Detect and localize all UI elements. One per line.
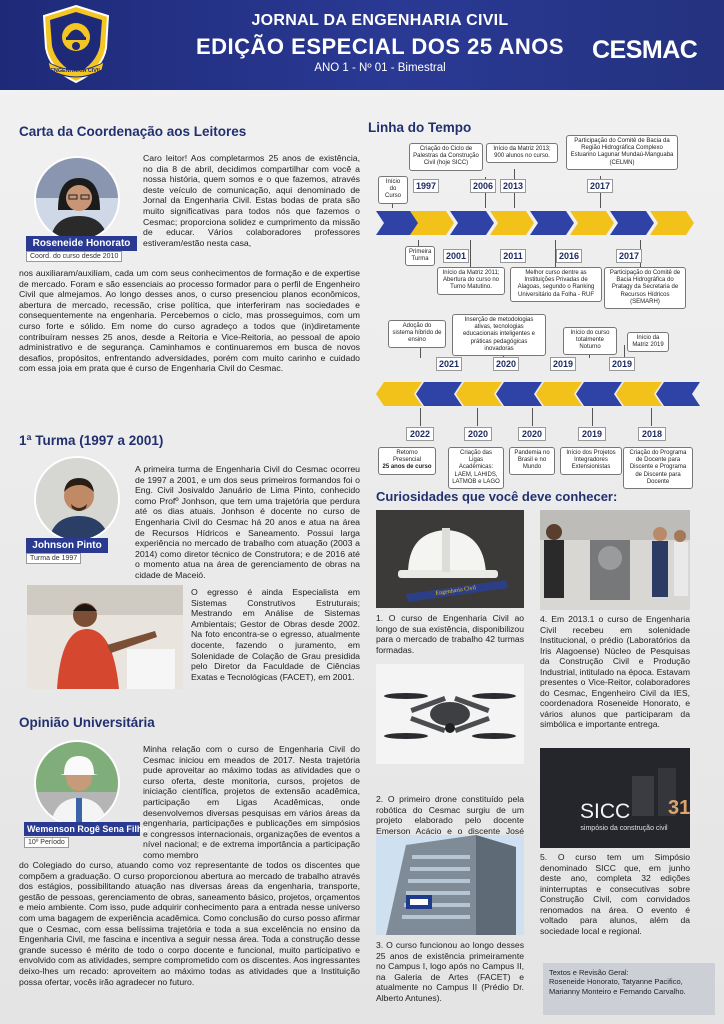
carta-text-1: Caro leitor! Aos completarmos 25 anos de existência, no dia 8 de abril, decidimos compartilhar com você a nossa história, quem somos e o que fazemos, através deste veículo de comunicação, aqui denominado de Jornal da Engenharia Civil. Estas bodas de prata são muito significativas para todos nós que fazemos o Cesmac; proporciona solidez e cumprimento da missão de educar. Vários colaboradores professores estiveram/estão nesta casa, [143, 153, 360, 248]
roseneide-portrait [34, 156, 120, 242]
graduation-photo-icon [27, 585, 183, 689]
timeline-heading: Linha do Tempo [368, 120, 472, 135]
building-photo [376, 835, 524, 935]
roseneide-role: Coord. do curso desde 2010 [26, 251, 122, 262]
masthead [0, 0, 724, 90]
tl-2022-year: 2022 [406, 427, 434, 441]
wemenson-name: Wemenson Rogê Sena Filho [24, 822, 140, 836]
tl-2020c-desc: Pandemia no Brasil e no Mundo [509, 447, 555, 475]
tl-2011-desc: Início da Matriz 2011; Abertura do curso no Turno Matutino. [437, 267, 505, 295]
turma-heading: 1ª Turma (1997 a 2001) [19, 433, 164, 448]
curiosity-2: 2. O primeiro drone constituído pela robótica do Cesmac surgiu de um projeto elaborado pelo docente Emerson Acácio e o discente José [376, 794, 524, 836]
johnson-portrait [34, 456, 120, 542]
drone-photo [376, 664, 524, 764]
tl-2022-desc [378, 447, 436, 475]
tl-2016-year: 2016 [556, 249, 582, 263]
johnson-role: Turma de 1997 [26, 553, 81, 564]
tl-2013-year: 2013 [500, 179, 526, 193]
timeline-arrows-row1 [374, 205, 704, 243]
tl-2021-year: 2021 [436, 357, 462, 371]
tl-2001-desc: Primeira Turma [405, 246, 435, 266]
curiosity-5: 5. O curso tem um Simpósio denominado SICC que, em junho deste ano, completa 32 edições ininterruptas e consecutivas sobre Construção Civil, com convidados renomados na área. O evento é voltado para alunos, além da sociedade local e regional. [540, 852, 690, 936]
tl-2022-text: Retorno Presencial [392, 450, 421, 464]
opiniao-heading: Opinião Universitária [19, 715, 155, 730]
graduation-oath-photo [27, 585, 183, 689]
tl-2016-desc: Melhor curso dentre as Instituições Privadas de Alagoas, segundo o Ranking Universitário da Folha - RUF [510, 267, 602, 302]
person-portrait-icon [36, 158, 120, 242]
tl-2022-strong: 25 anos de curso [382, 464, 432, 471]
curiosidades-heading: Curiosidades que você deve conhecer: [376, 489, 618, 504]
opiniao-text-1: Minha relação com o curso de Engenharia Civil do Cesmac iniciou em meados de 2017. Nesta trajetória pude aproveitar ao máximo todas as atividades que o curso oferta, deste monitoria, cursos, projetos de iniciação científica, projetos de extensão acadêmica, participação em Ligas Acadêmicas, onde desenvolvemos diversas pesquisas em vários áreas da engenharia, participações e publicações em simpósios e congressos internacionais, organizações de eventos a nível nacional; e de extrema importância a participação como membro [143, 744, 360, 860]
wemenson-portrait [34, 740, 120, 826]
drone-icon [376, 664, 524, 764]
tl-1997-year: 1997 [413, 179, 439, 193]
person-portrait-icon [36, 742, 120, 826]
roseneide-name: Roseneide Honorato [26, 236, 137, 251]
tl-2019c-desc: Início dos Projetos Integradores Extensionistas [560, 447, 622, 475]
cesmac-brand: CESMAC [592, 36, 698, 64]
tl-2019b-year: 2019 [609, 357, 635, 371]
tl-connector [470, 240, 471, 268]
tl-2017b-year: 2017 [616, 249, 642, 263]
tl-2001-year: 2001 [443, 249, 469, 263]
helmet-diploma-photo [376, 510, 524, 608]
opiniao-text-2: do Colegiado do curso, atuando como voz representante de todos os discentes que compõem a graduação. O curso proporcionou abertura ao mercado de trabalho através dos estágios, possibilitando atuação nas diversas áreas da engenharia, transporte, gestão de pessoas, gerenciamento de obras, saneamento básico, projetos, orçamentos e meio ambiente. Com isso, pude adquirir conhecimento para a entrada nesse universo com uma bagagem de experiência acadêmica. Como conclusão do curso posso afirmar que o Cesmac, com essa belíssima trajetória e toda a sua excelência no ensino da Engenharia Civil, me fascina e incentiva a seguir nessa área. Toda a construção desse grande sucesso é mérito de todo o corpo docente e funcional, muito participativo e envolvido com as atividades, sempre comprometido com os discentes. Aos ingressantes deixo-lhes um recado: aproveitem ao máximo todas as atividades que a Instituição possa ofertar, vocês irão agradecer no futuro. [19, 860, 360, 987]
edition-info: ANO 1 - Nº 01 - Bimestral [314, 62, 446, 74]
tl-2020b-desc: Criação das Ligas Acadêmicas: LAEM, LAHIDS, LATMOB e LAGO [448, 447, 504, 489]
tl-2020-year: 2020 [493, 357, 519, 371]
tl-2019-desc: Início do curso totalmente Noturno [563, 327, 617, 355]
carta-heading: Carta da Coordenação aos Leitores [19, 124, 247, 139]
person-portrait-icon [36, 458, 120, 542]
engineering-shield-logo-icon [40, 4, 112, 84]
turma-text-2: O egresso é ainda Especialista em Sistemas Construtivos Estruturais; Mestrando em Análise de Sistemas Ambientais; Gestor de Obras desde 2002. Na foto encontra-se o egresso, atualmente docente, fazendo o juramento, em Solenidade de Colação de Grau presidida pelo Diretor da Faculdade de Ciências Exatas e Tecnológicas (FACET), em 2001. [191, 587, 360, 682]
credits-names: Roseneide Honorato, Tatyanne Pacifico, Marianny Monteiro e Fernando Carvalho. [549, 977, 686, 996]
tl-2020c-year: 2020 [518, 427, 546, 441]
tl-1997-desc: Início do Curso [378, 176, 408, 204]
tl-2011-year: 2011 [500, 249, 526, 263]
tl-2006-year: 2006 [470, 179, 496, 193]
tl-2019-year: 2019 [550, 357, 576, 371]
helmet-diploma-icon [376, 510, 524, 608]
tl-2021-desc: Adoção do sistema híbrido de ensino [388, 320, 446, 348]
tl-2018-desc: Criação do Programa de Docente para Discente e Programa de Discente para Docente [623, 447, 693, 489]
scroll-label: Engenharia Civil [435, 585, 477, 597]
sicc-num: 31 [668, 797, 690, 819]
tl-2020b-year: 2020 [464, 427, 492, 441]
tl-2019b-desc: Início da Matriz 2019 [627, 332, 669, 352]
sicc-main: SICC [580, 800, 631, 823]
logo-text: ENGENHARIA CIVIL [50, 68, 102, 74]
timeline-arrows-row2 [374, 376, 704, 414]
tl-2017-desc: Participação do Comitê de Bacia da Região Hidrográfica Complexo Estuarino Lagunar Mundaú-Manguaba (CELMN) [566, 135, 678, 170]
curiosity-3: 3. O curso funcionou ao longo desses 25 anos de existência primeiramente no Campus I, logo após no Campus II, na Galeria de Artes (FACET) e atualmente no Campus II (Prédio Dr. Alberto Antunes). [376, 940, 524, 1003]
curiosity-1: 1. O curso de Engenharia Civil ao longo de sua existência, disponibilizou para o mercado de trabalho 42 turmas formadas. [376, 613, 524, 655]
special-edition-title: EDIÇÃO ESPECIAL DOS 25 ANOS [195, 34, 565, 59]
curiosity-4: 4. Em 2013.1 o curso de Engenharia Civil recebeu em solenidade Institucional, o prédio (Laboratórios da Iris Alagoense) Núcleo de Pesquisas da Construção Civil e Produção Industrial, intitulado na época. Estavam presentes o Vice-Reitor, colaboradores do Cesmac, Engenheiro Civil da IES, coordenadora Roseneide Honorato, e vários alunos que participaram da simbólica e importante entrega. [540, 614, 691, 729]
carta-text-2: nos auxiliaram/auxiliam, cada um com seus conhecimentos de formação e de expertise de mercado. Foram e são essenciais ao processo formador para o perfil de Engenheiro Civil que almejamos. Ao longo desses anos, o curso presenciou planos econômicos, abertura de mercado, recessão, crise política, que interferiram nas sociedades e consequentemente na engenharia. Percebemos o ciclo, mas prosseguimos, com um curso forte e sólido. Em nome do curso agradeço a todos que (in)diretamente contribuíram nesses 25 anos, desde a Reitoria e Vice-Reitoria, ao pessoal de apoio administrativo e de segurança. Caminhamos e continuaremos em busca de novos desafios, propósitos, enfrentando adversidades, porém com muito carinho e cuidado com essa joia em prata que é curso de Engenharia Civil do Cesmac. [19, 268, 360, 374]
johnson-name: Johnson Pinto [26, 538, 108, 553]
tl-2018-year: 2018 [638, 427, 666, 441]
credits-box [543, 963, 715, 1015]
lab-inauguration-icon [540, 510, 690, 610]
turma-text-1: A primeira turma de Engenharia Civil do Cesmac ocorreu de 1997 a 2001, e um dos seus primeiros formandos foi o Eng. Civil Josivaldo Januário de Lima Pinto, conhecido como Profº Jonhson, que tem uma trajetória que perdura até os dias atuais. Jonhson é docente no curso de Engenharia Civil do Cesmac há 20 anos e atua na área de Recursos Hídricos e Saneamento. Possui larga experiência no mercado de trabalho com atuação (2003 a 2014) como diretor técnico de Construtora; e de 2016 até o momento atua na área de gerenciamento de obras na cidade de Maceió. [135, 464, 360, 580]
tl-2019c-year: 2019 [578, 427, 606, 441]
tl-2006-desc: Criação do Ciclo de Palestras da Construção Civil (hoje SICC) [409, 143, 483, 171]
tl-2017b-desc: Participação do Comitê de Bacia Hidrográfica do Pratagy da Secretaria de Recursos Hídricos (SEMARH) [604, 267, 686, 309]
sicc-logo-icon [540, 748, 690, 848]
journal-title: JORNAL DA ENGENHARIA CIVIL [251, 12, 509, 29]
credits-heading: Textos e Revisão Geral: [549, 968, 629, 977]
building-icon [376, 835, 524, 935]
lab-inauguration-photo [540, 510, 690, 610]
sicc-sub: simpósio da construção civil [580, 825, 668, 832]
tl-2013-desc: Início da Matriz 2013; 900 alunos no curso. [486, 143, 558, 163]
wemenson-role: 10º Período [24, 837, 69, 848]
sicc-banner [540, 748, 690, 848]
tl-2017-year: 2017 [587, 179, 613, 193]
tl-2020-desc: Inserção de metodologias ativas, tecnologias educacionais inteligentes e práticas pedagógicas inovadoras [452, 314, 546, 356]
